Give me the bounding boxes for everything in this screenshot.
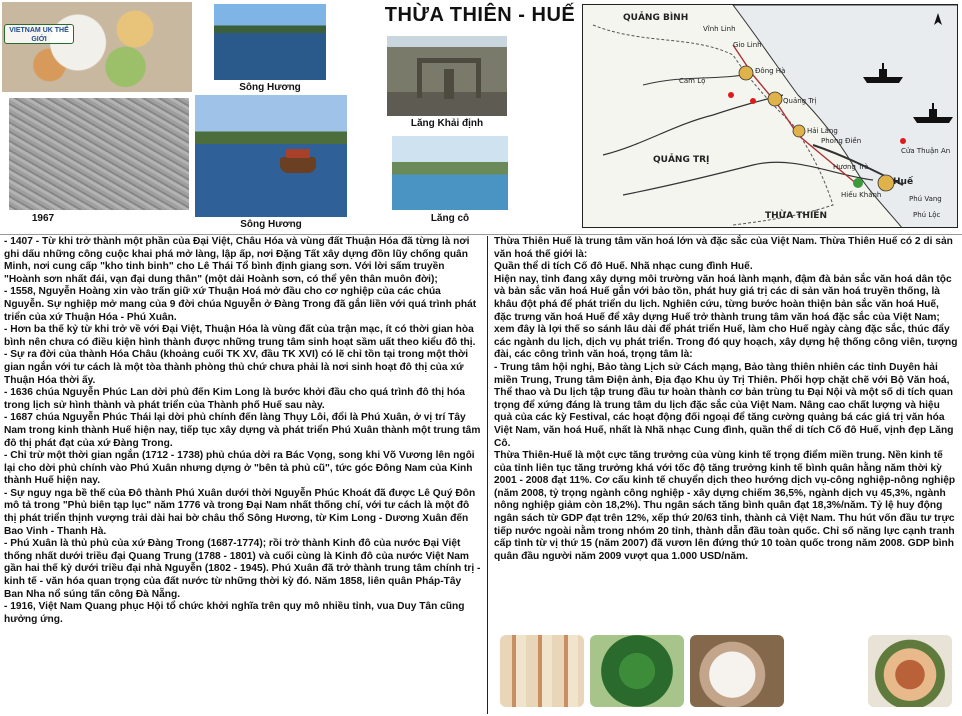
marker-red-2 [750,98,756,104]
caption-lang-khai-dinh: Lăng Khải định [410,118,484,129]
aerial-1967-photo [9,98,189,210]
history-paragraph-hoa-chau: - Sự ra đời của thành Hóa Châu (khoảng cuối TK XV, đầu TK XVI) có lẽ chỉ tồn tại trong một thời gian ngắn với tư cách là một tòa thành phòng thủ chứ chưa phải là nơi sinh hoạt đô thị của xứ Thuận Hóa thời ấy. [4,349,469,386]
map-label-thua-thien: THỪA THIÊN [765,211,827,221]
map-label-huong-tra: Hương Trà [833,163,869,171]
caption-1967: 1967 [31,213,55,224]
culture-paragraph-intro: Thừa Thiên Huế là trung tâm văn hoá lớn và đặc sắc của Việt Nam. Thừa Thiên Huế có 2 di sản văn hoá thế giới là: [494,236,953,260]
map-label-cua-thuan-an: Cửa Thuận An [901,147,951,155]
lang-co-photo [392,136,508,210]
horizontal-divider [0,234,962,235]
city-hue [878,175,894,191]
map-label-gio-linh: Gio Linh [733,41,762,49]
map-label-hue: Huế [893,177,914,187]
dragon-boat-shape [280,157,316,173]
map-label-phong-dien: Phong Điền [821,137,862,145]
culture-paragraph-projects: - Trung tâm hội nghị, Bảo tàng Lịch sử Cách mạng, Bảo tàng thiên nhiên các tỉnh Duyên hải miền Trung, Trung tâm Điện ảnh, Địa đạo Khu ủy Trị Thiên. Phối hợp chặt chẽ với Bộ Văn hoá, Thể thao và Du lịch tập trung đầu tư hoàn thành cơ bản trùng tu Đại Nội và một số di tích quan trọng để xứng đáng là trung tâm du lịch đặc sắc của Việt Nam. Nâng cao chất lượng và hiệu quả của các kỳ Festival, các hoạt động đối ngoại để tăng cường quảng bá các giá trị văn hóa Việt Nam, văn hoá Huế, nhất là Nhã nhạc Cung đình, quần thể di tích Cố đô Huế, vịnh đẹp Lăng Cô. [494,361,954,449]
map-label-quang-binh: QUẢNG BÌNH [623,13,689,23]
map-label-vinh-linh: Vĩnh Linh [703,25,736,33]
marker-green [853,178,863,188]
map-label-phu-vang: Phú Vang [909,195,942,203]
history-paragraph-1636: - 1636 chúa Nguyễn Phúc Lan dời phủ đến Kim Long là bước khởi đầu cho quá trình đô thị hóa trong lịch sử hình thành và phát triển của Thành phố Huế sau này. [4,387,465,411]
page-title: THỪA THIÊN - HUẾ [384,4,576,26]
marker-red-1 [728,92,734,98]
lang-khai-dinh-photo [387,36,507,116]
history-paragraph-le-quy-don: - Sự nguy nga bề thế của Đô thành Phú Xuân dưới thời Nguyễn Phúc Khoát đã được Lê Quý Đôn mô tả trong "Phủ biên tạp lục" năm 1776 và trong Đại Nam nhất thống chí, với tư cách là một đô thị phát triển thịnh vượng trải dài hai bờ châu thổ Sông Hương, từ Kim Long - Dương Xuân đến Bao Vinh - Thanh Hà. [4,487,476,537]
city-hai-lang [793,125,805,137]
history-paragraph-1407: - 1407 - Từ khi trở thành một phần của Đại Việt, Châu Hóa và vùng đất Thuận Hóa đã từng là nơi ghi dấu những công cuộc khai phá mở làng, lập ấp, nơi Đặng Tất xây dựng đồn lũy chống quân Minh, nơi cung cấp "kho tinh binh" cho Lê Thái Tổ bình định giang sơn. Với lời sấm truyền "Hoành sơn nhất đái, vạn đại dung thân" (một dải Hoành sơn, có thể yên thân muôn đời); [4,236,470,285]
history-paragraph-three-centuries: - Hơn ba thế kỷ từ khi trở về với Đại Việt, Thuận Hóa là vùng đất của trận mạc, ít có thời gian hòa bình nên chưa có điều kiện hình thành được những trung tâm sinh hoạt sầm uất theo kiểu đô thị. [4,324,476,348]
culture-paragraph-heritage: Quần thể di tích Cố đô Huế. Nhã nhạc cung đình Huế. [494,261,753,273]
culture-economy-column [494,236,958,563]
caption-lang-co: Lăng cô [430,213,470,224]
food-photo [2,2,192,92]
history-paragraph-phu-xuan: - Phú Xuân là thủ phủ của xứ Đàng Trong (1687-1774); rồi trở thành Kinh đô của nước Đại Việt thống nhất dưới triều đại Quang Trung (1788 - 1801) và cuối cùng là Kinh đô của nước Việt Nam gần hai thế kỷ dưới triều đại nhà Nguyễn (1802 - 1945). Phú Xuân đã trở thành trung tâm chính trị - kinh tế - văn hóa quan trọng của đất nước từ những thời kỳ đó. Năm 1858, liên quân Pháp-Tây Ban Nha nổ súng tấn công Đà Nẵng. [4,538,481,600]
map-label-hai-lang: Hải Lăng [807,127,838,135]
city-quang-tri [768,92,782,106]
food-photo-4 [868,635,952,707]
song-huong-photo-bottom [195,95,347,217]
history-paragraph-1712: - Chỉ trừ một thời gian ngắn (1712 - 1738) phủ chúa dời ra Bác Vọng, song khi Võ Vương lên ngôi lại cho dời phủ chính vào Phú Xuân nhưng dựng ở "bên tả phủ cũ", tức góc Đông Nam của Kinh thành Huế hiện nay. [4,450,475,487]
history-paragraph-1687: - 1687 chúa Nguyễn Phúc Thái lại dời phủ chính đến làng Thụy Lôi, đổi là Phú Xuân, ở vị trí Tây Nam trong kinh thành Huế hiện nay, tiếp tục xây dựng và phát triển Phú Xuân thành một trung tâm đô thị phát đạt của xứ Đàng Trong. [4,412,481,449]
food-photo-3 [690,635,784,707]
economy-paragraph: Thừa Thiên-Huế là một cực tăng trưởng của vùng kinh tế trọng điểm miền trung. Nền kinh tế của tỉnh liên tục tăng trưởng khá với tốc độ tăng trưởng kinh tế bình quân hằng năm thời kỳ 2001 - 2008 đạt 11%. Cơ cấu kinh tế chuyển dịch theo hướng dịch vụ-công nghiệp-nông nghiệp (năm 2008, tỷ trọng ngành công nghiệp - xây dựng chiếm 36,5%, ngành dịch vụ 45,3%, ngành nông nghiệp giảm còn 18,2%). Thu ngân sách tăng bình quân đạt 18,3%/năm. Tỷ lệ huy động ngân sách từ GDP đạt trên 12%, xếp thứ 20/63 tỉnh, thành cả Việt Nam. Thu hút vốn đầu tư trực tiếp nước ngoài nằm trong nhóm 20 tỉnh, thành dẫn đầu toàn quốc. Chỉ số năng lực cạnh tranh cấp tỉnh từ vị thứ 15 (năm 2007) đã vươn lên đứng thứ 10 toàn quốc trong năm 2008. GDP bình quân đầu người năm 2009 vượt qua 1.000 USD/năm. [494,450,956,562]
caption-song-huong-bottom: Sông Hương [240,219,302,230]
logo [4,24,74,44]
song-huong-photo-top [214,4,326,80]
food-photo-2 [590,635,684,707]
map-svg [583,5,958,228]
logo-text: VIETNAM UK THẾ GIỚI [9,27,69,43]
food-photo-1 [500,635,584,707]
map-label-hieu-khanh: Hiếu Khánh [841,191,882,199]
map-label-quang-tri: Quảng Trị [783,97,817,105]
history-column [4,236,482,626]
vertical-divider [487,236,488,714]
map-label-cam-lo: Cam Lộ [679,77,706,85]
map-label-quang-tri-province: QUẢNG TRỊ [653,155,710,165]
caption-song-huong-top: Sông Hương [239,82,301,93]
history-paragraph-1916: - 1916, Việt Nam Quang phục Hội tổ chức khởi nghĩa trên quy mô nhiều tỉnh, vua Duy Tân cũng hưởng ứng. [4,601,465,625]
province-map [582,4,958,228]
marker-red-3 [900,138,906,144]
map-label-phu-loc: Phú Lộc [913,211,941,219]
gate-shape [417,58,481,98]
history-paragraph-1558: - 1558, Nguyễn Hoàng xin vào trấn giữ xứ Thuận Hoá mở đầu cho cơ nghiệp của các chúa Nguyễn. Sự nghiệp mở mang của 9 đời chúa Nguyễn ở Đàng Trong đã gắn liền với quá trình phát triển của xứ Thuận Hóa - Phú Xuân. [4,286,477,323]
city-dong-ha [739,66,753,80]
map-label-dong-ha: Đông Hà [755,67,786,75]
culture-paragraph-current: Hiện nay, tỉnh đang xây dựng môi trường văn hoá lành mạnh, đậm đà bản sắc văn hoá dân tộc và bản sắc văn hoá Huế gắn với bảo tồn, phát huy giá trị các di sản văn hoá truyền thống, là khâu đột phá để phát triển du lịch. Nghiên cứu, từng bước hoàn thiện bản sắc văn hoá Huế, đặc trưng văn hoá Huế để xây dựng Huế trở thành trung tâm văn hoá đặc sắc của Việt Nam; xem đây là lợi thế so sánh lâu dài để phát triển Huế, làm cho Huế ngày càng đặc sắc, thúc đẩy các ngành du lịch, dịch vụ phát triển. Trong đó quy hoạch, xây dựng hệ thống công viên, tượng đài, các công trình văn hoá, trọng tâm là: [494,273,958,361]
